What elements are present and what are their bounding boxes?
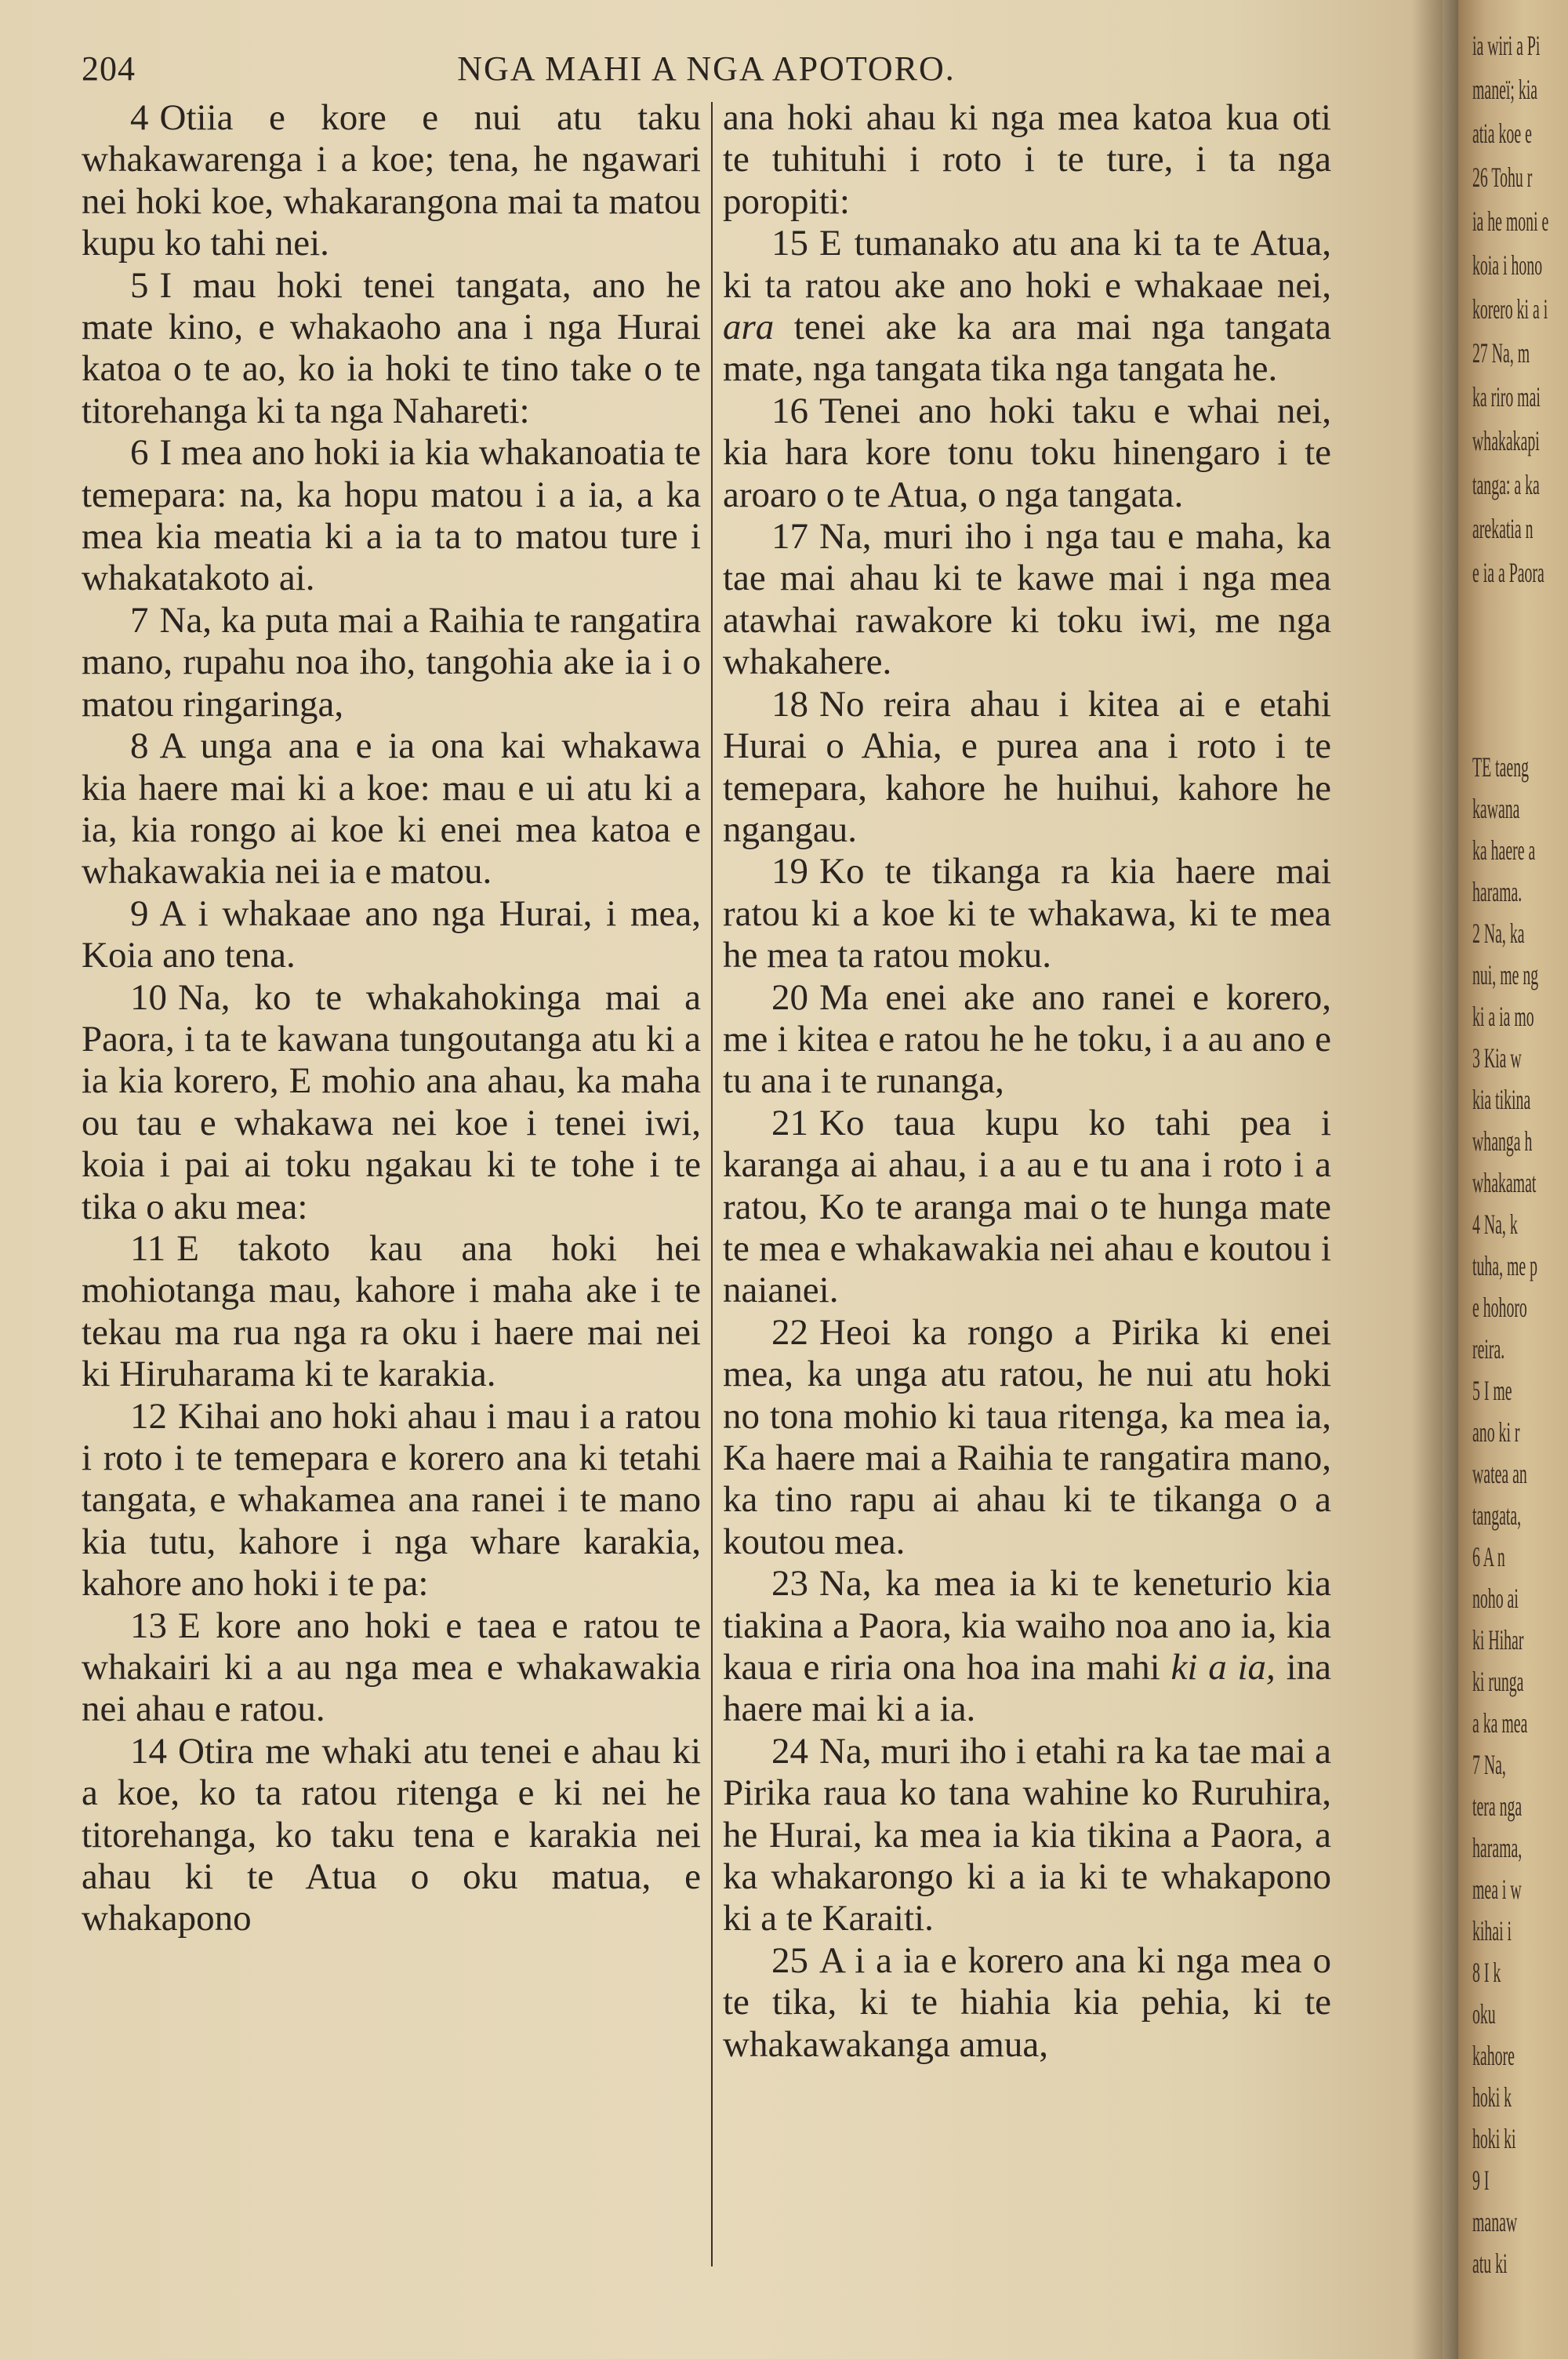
verse-paragraph (723, 851, 1331, 976)
facing-page-fragment: a ka mea (1472, 1707, 1528, 1739)
facing-page-fragment: whanga h (1472, 1125, 1533, 1157)
facing-page-fragment: hoki ki (1472, 2123, 1516, 2154)
facing-page-fragment: 6 A n (1472, 1541, 1505, 1572)
left-text-column (82, 97, 701, 1940)
facing-page-fragment: ki runga (1472, 1666, 1524, 1697)
verse-number: 8 (130, 725, 149, 767)
verse-text: Na, ka mea ia ki te keneturio kia tiakina a Paora, kia waiho noa ano ia, kia kaua e riria ona hoa ina mahi (723, 1563, 1331, 1688)
verse-paragraph (723, 1731, 1331, 1940)
facing-page-fragment: nui, me ng (1472, 959, 1539, 990)
verse-number: 14 (130, 1730, 167, 1772)
verse-number: 21 (771, 1102, 808, 1143)
facing-page-fragment: noho ai (1472, 1583, 1519, 1614)
verse-number: 7 (130, 599, 149, 641)
facing-page-fragment: 4 Na, k (1472, 1209, 1518, 1240)
facing-page-fragment: kia tikina (1472, 1084, 1531, 1115)
facing-page-fragment: hoki k (1472, 2081, 1512, 2113)
facing-page-edge (1458, 0, 1568, 2359)
verse-text: ana hoki ahau ki nga mea katoa kua oti te tuhituhi i roto i te ture, i ta nga poropiti: (723, 97, 1331, 222)
running-title: NGA MAHI A NGA APOTORO. (457, 49, 956, 88)
verse-paragraph (723, 1103, 1331, 1312)
verse-paragraph (82, 725, 701, 893)
verse-paragraph (723, 684, 1331, 852)
verse-number: 16 (771, 390, 808, 431)
verse-paragraph (723, 223, 1331, 391)
verse-number: 13 (130, 1605, 167, 1646)
verse-text: No reira ahau i kitea ai e etahi Hurai o Ahia, e purea ana i roto i te temepara, kahore he huihui, kahore he ngangau. (723, 683, 1331, 850)
verse-number: 24 (771, 1730, 808, 1772)
verse-text: Otiia e kore e nui atu taku whakawarenga i a koe; tena, he ngawari nei hoki koe, whakarangona mai ta matou kupu ko tahi nei. (82, 97, 701, 264)
verse-paragraph (82, 1396, 701, 1605)
verse-paragraph (723, 391, 1331, 516)
facing-page-fragment: maneï; kia (1472, 74, 1538, 105)
right-text-column (723, 97, 1331, 2066)
verse-number: 4 (130, 97, 149, 138)
verse-paragraph (82, 977, 701, 1228)
facing-page-fragment: 7 Na, (1472, 1749, 1506, 1780)
verse-text: Na, muri iho i nga tau e maha, ka tae mai ahau ki te kawe mai i nga mea atawhai rawakore ki toku iwi, me nga whakahere. (723, 516, 1331, 683)
verse-text: Na, ko te whakahokinga mai a Paora, i ta te kawana tungoutanga atu ki a ia kia korero, E mohio ana ahau, ka maha ou tau e whakawa nei koe i tenei iwi, koia i pai ai toku ngakau ki te tohe i te tika o aku mea: (82, 976, 701, 1227)
verse-paragraph (82, 432, 701, 600)
verse-paragraph (82, 600, 701, 725)
verse-text: E kore ano hoki e taea e ratou te whakairi ki a au nga mea e whakawakia nei ahau e ratou. (82, 1605, 701, 1730)
verse-text: Tenei ano hoki taku e whai nei, kia hara kore tonu toku hinengaro i te aroaro o te Atua, o nga tangata. (723, 390, 1331, 515)
facing-page-fragment: ka riro mai (1472, 381, 1541, 413)
verse-text: ina haere mai ki a ia. (723, 1647, 1332, 1730)
verse-paragraph (82, 1228, 701, 1396)
verse-text: Kihai ano hoki ahau i mau i a ratou i roto i te temepara e korero ana ki tetahi tangata, e whakamea ana ranei i te mano kia tutu, kahore i nga whare karakia, kahore ano hoki i te pa: (82, 1395, 701, 1605)
facing-page-fragment: manaw (1472, 2206, 1518, 2237)
verse-text: Na, muri iho i etahi ra ka tae mai a Pirika raua ko tana wahine ko Ruruhira, he Hurai, ka mea ia kia tikina a Paora, a ka whakarongo ki a ia ki te whakapono ki a te Karaiti. (723, 1730, 1331, 1939)
verse-text: Heoi ka rongo a Pirika ki enei mea, ka unga atu ratou, he nui atu hoki no tona mohio ki taua ritenga, ka mea ia, Ka haere mai a Raihia te rangatira mano, ka tino rapu ai ahau ki te tikanga o a koutou mea. (723, 1311, 1331, 1562)
verse-number: 6 (130, 432, 149, 474)
verse-number: 15 (771, 223, 808, 264)
verse-number: 11 (130, 1227, 166, 1269)
facing-page-fragment: whakamat (1472, 1167, 1537, 1198)
facing-page-fragment: atia koe e (1472, 118, 1532, 149)
facing-page-fragment: koia i hono (1472, 249, 1543, 281)
facing-page-fragment: 5 I me (1472, 1375, 1512, 1406)
verse-text: Ma enei ake ano ranei e korero, me i kitea e ratou he he toku, i a au ano e tu ana i te runanga, (723, 976, 1331, 1102)
verse-number: 18 (771, 683, 808, 725)
verse-continuation (723, 97, 1331, 223)
verse-number: 22 (771, 1311, 808, 1353)
verse-text: A i whakaae ano nga Hurai, i mea, Koia ano tena. (82, 892, 701, 976)
verse-paragraph (723, 516, 1331, 684)
facing-page-fragment: tera nga (1472, 1790, 1523, 1822)
facing-page-fragment: korero ki a i (1472, 293, 1548, 325)
facing-page-fragment: 2 Na, ka (1472, 918, 1525, 949)
facing-page-fragment: e ia a Paora (1472, 557, 1544, 588)
verse-number: 23 (771, 1563, 808, 1605)
page-number: 204 (82, 49, 136, 88)
verse-number: 19 (771, 851, 808, 892)
facing-page-fragment: 9 I (1472, 2165, 1490, 2196)
facing-page-fragment: tuha, me p (1472, 1250, 1538, 1281)
verse-text: Otira me whaki atu tenei e ahau ki a koe, ko ta ratou ritenga e ki nei he titorehanga, ko taku tena e karakia nei ahau ki te Atua o oku matua, e whakapono (82, 1730, 701, 1939)
verse-number: 25 (771, 1939, 808, 1981)
facing-page-fragment: ia wiri a Pi (1472, 30, 1541, 61)
facing-page-fragment: oku (1472, 1998, 1496, 2030)
facing-page-fragment: 8 I k (1472, 1957, 1501, 1988)
page-header (82, 49, 1331, 93)
facing-page-fragment: kawana (1472, 793, 1520, 824)
verse-number: 17 (771, 516, 808, 558)
facing-page-fragment: tangata, (1472, 1499, 1522, 1531)
verse-paragraph (723, 1940, 1331, 2066)
facing-page-fragment: harama. (1472, 876, 1523, 907)
verse-text: I mea ano hoki ia kia whakanoatia te temepara: na, ka hopu matou i a ia, a ka mea kia meatia ki a ia ta to matou ture i whakatakoto ai. (82, 432, 701, 599)
facing-page-fragment: watea an (1472, 1458, 1527, 1489)
verse-paragraph (82, 1605, 701, 1731)
facing-page-fragment: ia he moni e (1472, 205, 1549, 237)
facing-page-fragment: ki Hihar (1472, 1624, 1524, 1656)
verse-text: Ko taua kupu ko tahi pea i karanga ai ahau, i a au e tu ana i roto i a ratou, Ko te aranga mai o te hunga mate te mea e whakawakia nei ahau e koutou i naianei. (723, 1102, 1331, 1311)
verse-text: E tumanako atu ana ki ta te Atua, ki ta ratou ake ano hoki e whakaae nei, (723, 223, 1331, 306)
verse-text: A unga ana e ia ona kai whakawa kia haere mai ki a koe: mau e ui atu ki a ia, kia rongo ai koe ki enei mea katoa e whakawakia nei ia e matou. (82, 725, 701, 892)
verse-text: tenei ake ka ara mai nga tangata mate, nga tangata tika nga tangata he. (723, 307, 1331, 390)
facing-page-fragment: ano ki r (1472, 1416, 1520, 1448)
verse-number: 10 (130, 976, 167, 1018)
verse-paragraph (82, 265, 701, 433)
verse-italic-text: ara (723, 307, 775, 348)
verse-paragraph (82, 1731, 701, 1940)
verse-number: 12 (130, 1395, 167, 1437)
facing-page-fragment: 26 Tohu r (1472, 162, 1533, 193)
verse-number: 9 (130, 892, 149, 934)
verse-number: 20 (771, 976, 808, 1018)
verse-italic-text: ki a ia, (1171, 1647, 1276, 1688)
verse-number: 5 (130, 264, 149, 306)
facing-page-fragment: kihai i (1472, 1915, 1512, 1946)
verse-text: Na, ka puta mai a Raihia te rangatira mano, rupahu noa iho, tangohia ake ia i o matou ringaringa, (82, 599, 701, 725)
verse-paragraph (723, 1563, 1331, 1731)
facing-page-fragment: whakakapi (1472, 425, 1540, 456)
verse-paragraph (82, 97, 701, 265)
verse-text: Ko te tikanga ra kia haere mai ratou ki a koe ki te whakawa, ki te mea he mea ta ratou moku. (723, 851, 1331, 976)
verse-text: A i a ia e korero ana ki nga mea o te tika, ki te hiahia kia pehia, ki te whakawakanga amua, (723, 1939, 1331, 2065)
facing-page-fragment: TE taeng (1472, 751, 1530, 783)
facing-page-fragment: tanga: a ka (1472, 469, 1540, 500)
facing-page-fragment: harama, (1472, 1832, 1523, 1863)
facing-page-fragment: mea i w (1472, 1874, 1522, 1905)
verse-paragraph (82, 893, 701, 977)
facing-page-fragment: e hohoro (1472, 1292, 1527, 1323)
verse-paragraph (723, 1312, 1331, 1563)
verse-text: I mau hoki tenei tangata, ano he mate kino, e whakaoho ana i nga Hurai katoa o te ao, ko ia hoki te tino take o te titorehanga ki ta nga Nahareti: (82, 264, 701, 431)
facing-page-fragment: ka haere a (1472, 834, 1536, 866)
facing-page-fragment: reira. (1472, 1333, 1505, 1365)
facing-page-fragment: ki a ia mo (1472, 1001, 1534, 1032)
verse-text: E takoto kau ana hoki hei mohiotanga mau, kahore i maha ake i te tekau ma rua nga ra oku i haere mai nei ki Hiruharama ki te karakia. (82, 1227, 701, 1395)
verse-paragraph (723, 977, 1331, 1103)
facing-page-fragment: 27 Na, m (1472, 337, 1530, 369)
facing-page-fragment: atu ki (1472, 2248, 1508, 2279)
facing-page-fragment: 3 Kia w (1472, 1042, 1522, 1074)
column-divider (711, 102, 713, 2266)
facing-page-fragment: arekatia n (1472, 513, 1534, 544)
facing-page-fragment: kahore (1472, 2040, 1515, 2071)
